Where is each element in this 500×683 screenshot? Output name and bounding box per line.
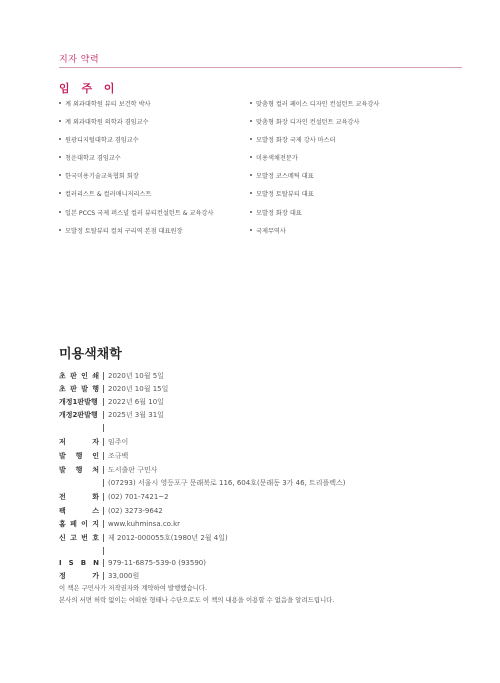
registration-value: 제 2012-000055호(1980년 2월 4일) [108, 534, 228, 542]
divider [103, 547, 104, 555]
bullet-icon [250, 102, 252, 104]
bullet-icon [250, 120, 252, 122]
section-label: 지자 약력 [59, 55, 100, 65]
divider [103, 507, 104, 515]
bio-item: 모발정 화장 대표 [250, 210, 450, 217]
divider [103, 424, 104, 432]
price-label: 정 가 [59, 572, 99, 580]
divider [103, 559, 104, 567]
divider [103, 411, 104, 419]
bullet-icon [59, 156, 61, 158]
edition-date: 2025년 3월 31일 [108, 411, 164, 419]
author-name: 임 주 이 [59, 82, 119, 95]
bullet-icon [59, 120, 61, 122]
divider [103, 372, 104, 380]
bio-item: 한국미용기술교육협회 회장 [59, 173, 249, 180]
isbn-label: I S B N [59, 559, 99, 567]
bullet-icon [250, 192, 252, 194]
info-label: 발 행 인 [59, 452, 99, 460]
fax-value: (02) 3273-9642 [108, 507, 163, 515]
divider [103, 398, 104, 406]
bio-item: 계 외과대학원 뷰티 보건학 박사 [59, 101, 249, 108]
info-label: 저 자 [59, 438, 99, 446]
divider [103, 534, 104, 542]
bullet-icon [59, 192, 61, 194]
edition-label: 초 판 발 행 [59, 385, 99, 393]
info-value: 조규백 [108, 452, 129, 460]
bio-item: 컬러리스트 & 컬러매니저리스트 [59, 191, 249, 198]
info-label: 팩 스 [59, 507, 99, 515]
divider [103, 438, 104, 446]
bullet-icon [250, 138, 252, 140]
bio-item: 모발정 토탈뷰티 컬쳐 구리역 본점 대표원장 [59, 228, 249, 235]
info-label: 발 행 처 [59, 466, 99, 474]
bullet-icon [250, 211, 252, 213]
bullet-icon [59, 138, 61, 140]
bio-item: 계 외과대학원 의학과 겸임교수 [59, 119, 249, 126]
author-bio-right [250, 101, 450, 246]
edition-label: 개정1판발행 [59, 398, 98, 406]
edition-label: 개정2판발행 [59, 411, 98, 419]
info-label: 전 화 [59, 493, 99, 501]
bio-item: 국제무역사 [250, 228, 450, 235]
bullet-icon [59, 229, 61, 231]
isbn-value: 979-11-6875-539-0 (93590) [108, 559, 206, 567]
book-title: 미용색채학 [59, 347, 122, 362]
divider [103, 385, 104, 393]
divider [103, 572, 104, 580]
info-label: 홈 페 이 지 [59, 520, 99, 528]
author-bio-left [59, 101, 249, 246]
copyright-notice-line1: 이 책은 구민사가 저작권자와 계약하여 발행했습니다. [59, 584, 208, 592]
info-value: 도서출판 구민사 [108, 466, 158, 474]
bio-item: 모발정 코스메틱 대표 [250, 173, 450, 180]
copyright-notice-line2: 본사의 서면 허락 없이는 어떠한 형태나 수단으로도 이 책의 내용을 이용할 수 없음을 알려드립니다. [59, 596, 335, 604]
edition-date: 2020년 10월 5일 [108, 372, 164, 380]
bullet-icon [59, 211, 61, 213]
bio-item: 맞춤형 화장 디자인 컨설턴트 교육강사 [250, 119, 450, 126]
bullet-icon [59, 174, 61, 176]
bio-item: 모발정 화장 국제 강사 마스터 [250, 137, 450, 144]
bio-item: 맞춤형 컬러 페이스 디자인 컨설턴트 교육강사 [250, 101, 450, 108]
publisher-address: (07293) 서울시 영등포구 문래북로 116, 604호(문래동 3가 46, 트리플렉스) [108, 479, 346, 487]
divider [103, 520, 104, 528]
edition-date: 2020년 10월 15일 [108, 385, 169, 393]
bio-item: 모발정 토탈뷰티 대표 [250, 191, 450, 198]
edition-label: 초 판 인 쇄 [59, 372, 99, 380]
bullet-icon [59, 102, 61, 104]
bullet-icon [250, 229, 252, 231]
edition-date: 2022년 6월 10일 [108, 398, 164, 406]
price-value: 33,000원 [108, 572, 140, 580]
divider [103, 466, 104, 474]
info-label: 신 고 번 호 [59, 534, 99, 542]
bullet-icon [250, 174, 252, 176]
bio-item: 미용색채전문가 [250, 155, 450, 162]
bio-item: 원광디지털대학교 겸임교수 [59, 137, 249, 144]
homepage-link[interactable]: www.kuhminsa.co.kr [108, 520, 180, 528]
info-value: 임주이 [108, 438, 129, 446]
section-divider [59, 67, 462, 68]
bio-item: 일본 PCCS 국제 퍼스널 컬러 뷰티컨설턴트 & 교육강사 [59, 210, 249, 217]
divider [103, 479, 104, 487]
bullet-icon [250, 156, 252, 158]
divider [103, 452, 104, 460]
divider [103, 493, 104, 501]
phone-value: (02) 701-7421~2 [108, 493, 169, 501]
bio-item: 청운대학교 겸임교수 [59, 155, 249, 162]
